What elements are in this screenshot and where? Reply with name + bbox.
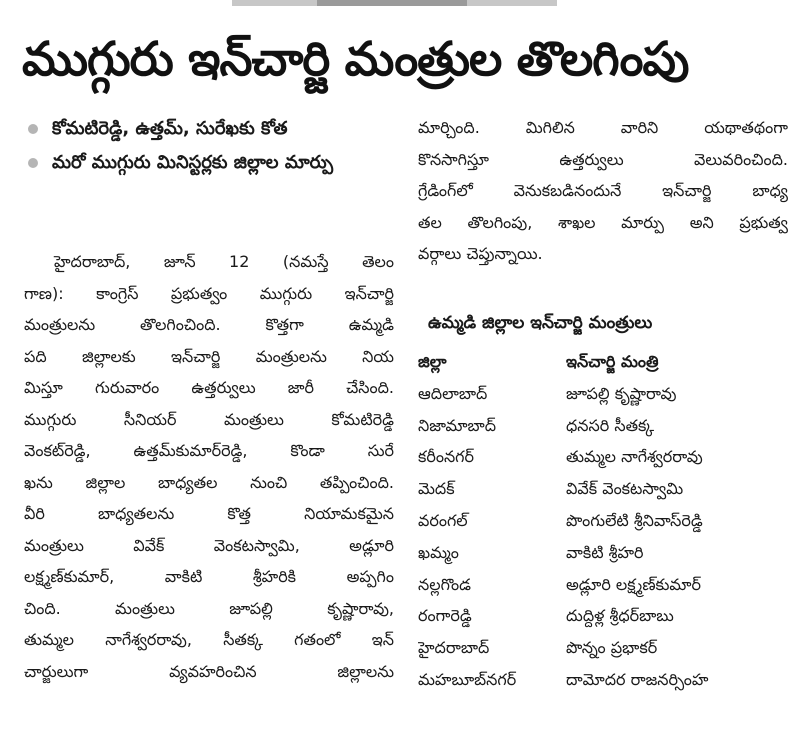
table-row	[418, 537, 788, 569]
body-line: చార్జులుగా వ్యవహరించిన జిల్లాలను	[24, 661, 394, 681]
body-line: ఖను జిల్లాల బాధ్యతల నుంచి తప్పించింది.	[24, 472, 394, 492]
minister-cell: దుద్దిళ్ల శ్రీధర్‌బాబు	[566, 606, 674, 626]
body-line: వెంకట్‌రెడ్డి, ఉత్తమ్‌కుమార్‌రెడ్డి, కొండా సురే	[24, 441, 394, 460]
bullet-dot-icon	[28, 124, 38, 134]
bullet-text: కోమటిరెడ్డి, ఉత్తమ్, సురేఖకు కోత	[52, 118, 288, 139]
bullet-item	[26, 112, 386, 146]
district-cell: నిజామాబాద్	[418, 415, 496, 435]
district-cell: నల్లగొండ	[418, 574, 471, 594]
minister-cell: వివేక్ వెంకటస్వామి	[566, 479, 684, 499]
article-body-right-column	[418, 112, 788, 270]
district-cell: రంగారెడ్డి	[418, 606, 472, 626]
body-line: తల తొలగింపు, శాఖల మార్పు అని ప్రభుత్వ	[418, 212, 788, 232]
minister-cell: తుమ్మల నాగేశ్వరరావు	[566, 447, 703, 467]
minister-cell: పొన్నం ప్రభాకర్	[566, 638, 658, 658]
header-minister: ఇన్‌చార్జి మంత్రి	[566, 352, 659, 371]
incharge-ministers-table	[418, 346, 788, 696]
body-line: కొనసాగిస్తూ ఉత్తర్వులు వెలువరించింది.	[418, 149, 788, 169]
table-row	[418, 569, 788, 601]
body-line: చింది. మంత్రులు జూపల్లి కృష్ణారావు,	[24, 598, 394, 618]
article-body-left-column	[24, 246, 394, 687]
district-cell: ఆదిలాబాద్	[418, 383, 488, 403]
top-decorative-rule	[232, 0, 557, 6]
minister-cell: పొంగులేటి శ్రీనివాస్‌రెడ్డి	[566, 510, 703, 530]
body-line: పది జిల్లాలకు ఇన్‌చార్జి మంత్రులను నియ	[24, 346, 394, 366]
table-title: ఉమ్మడి జిల్లాల ఇన్‌చార్జి మంత్రులు	[428, 313, 653, 333]
body-line: మంత్రులను తొలగించింది. కొత్తగా ఉమ్మడి	[24, 315, 394, 334]
body-line: వీరి బాధ్యతలను కొత్త నియామకమైన	[24, 504, 394, 523]
table-header-row	[418, 346, 788, 378]
body-line: ముగ్గురు సీనియర్ మంత్రులు కోమటిరెడ్డి	[24, 409, 394, 429]
minister-cell: దామోదర రాజనర్సింహ	[566, 669, 709, 689]
district-cell: హైదరాబాద్	[418, 638, 490, 658]
district-cell: వరంగల్	[418, 510, 468, 530]
body-line: తుమ్మల నాగేశ్వరరావు, సీతక్క గతంలో ఇన్	[24, 630, 394, 649]
district-cell: ఖమ్మం	[418, 542, 459, 562]
district-cell: మహబూబ్‌నగర్	[418, 669, 517, 689]
table-row	[418, 632, 788, 664]
top-rule-accent	[317, 0, 467, 6]
bullet-dot-icon	[28, 158, 38, 168]
body-line: మంత్రులు వివేక్ వెంకటస్వామి, అడ్లూరి	[24, 535, 394, 555]
body-line: హైదరాబాద్, జూన్ 12 (నమస్తే తెలం	[54, 252, 394, 271]
body-line: మిస్తూ గురువారం ఉత్తర్వులు జారీ చేసింది.	[24, 378, 394, 397]
minister-cell: వాకిటి శ్రీహరి	[566, 542, 644, 562]
bullet-item	[26, 146, 386, 180]
minister-cell: జూపల్లి కృష్ణారావు	[566, 383, 677, 403]
body-line: గాణ): కాంగ్రెస్ ప్రభుత్వం ముగ్గురు ఇన్‌చార్జి	[24, 283, 394, 303]
subheadline-bullets	[26, 112, 386, 180]
district-cell: కరీంనగర్	[418, 447, 475, 467]
bullet-text: మరో ముగ్గురు మినిస్టర్లకు జిల్లాల మార్పు	[52, 152, 334, 173]
headline: ముగ్గురు ఇన్‌చార్జి మంత్రుల తొలగింపు	[22, 32, 689, 87]
header-district: జిల్లా	[418, 352, 447, 371]
body-line: వర్గాలు చెప్తున్నాయి.	[418, 244, 543, 263]
table-row	[418, 664, 788, 696]
table-row	[418, 441, 788, 473]
body-line: గ్రేడింగ్‌లో వెనుకబడినందునే ఇన్‌చార్జి బాధ్య	[418, 181, 788, 200]
minister-cell: అడ్లూరి లక్ష్మణ్‌కుమార్	[566, 574, 701, 594]
district-cell: మెదక్	[418, 479, 455, 499]
table-row	[418, 600, 788, 632]
table-row	[418, 410, 788, 442]
body-line: లక్ష్మణ్‌కుమార్, వాకిటి శ్రీహరికి అప్పగిం	[24, 567, 394, 586]
minister-cell: ధనసరి సీతక్క	[566, 415, 655, 435]
table-row	[418, 505, 788, 537]
table-row	[418, 378, 788, 410]
body-line: మార్చింది. మిగిలిన వారిని యథాతథంగా	[418, 118, 788, 137]
table-row	[418, 473, 788, 505]
